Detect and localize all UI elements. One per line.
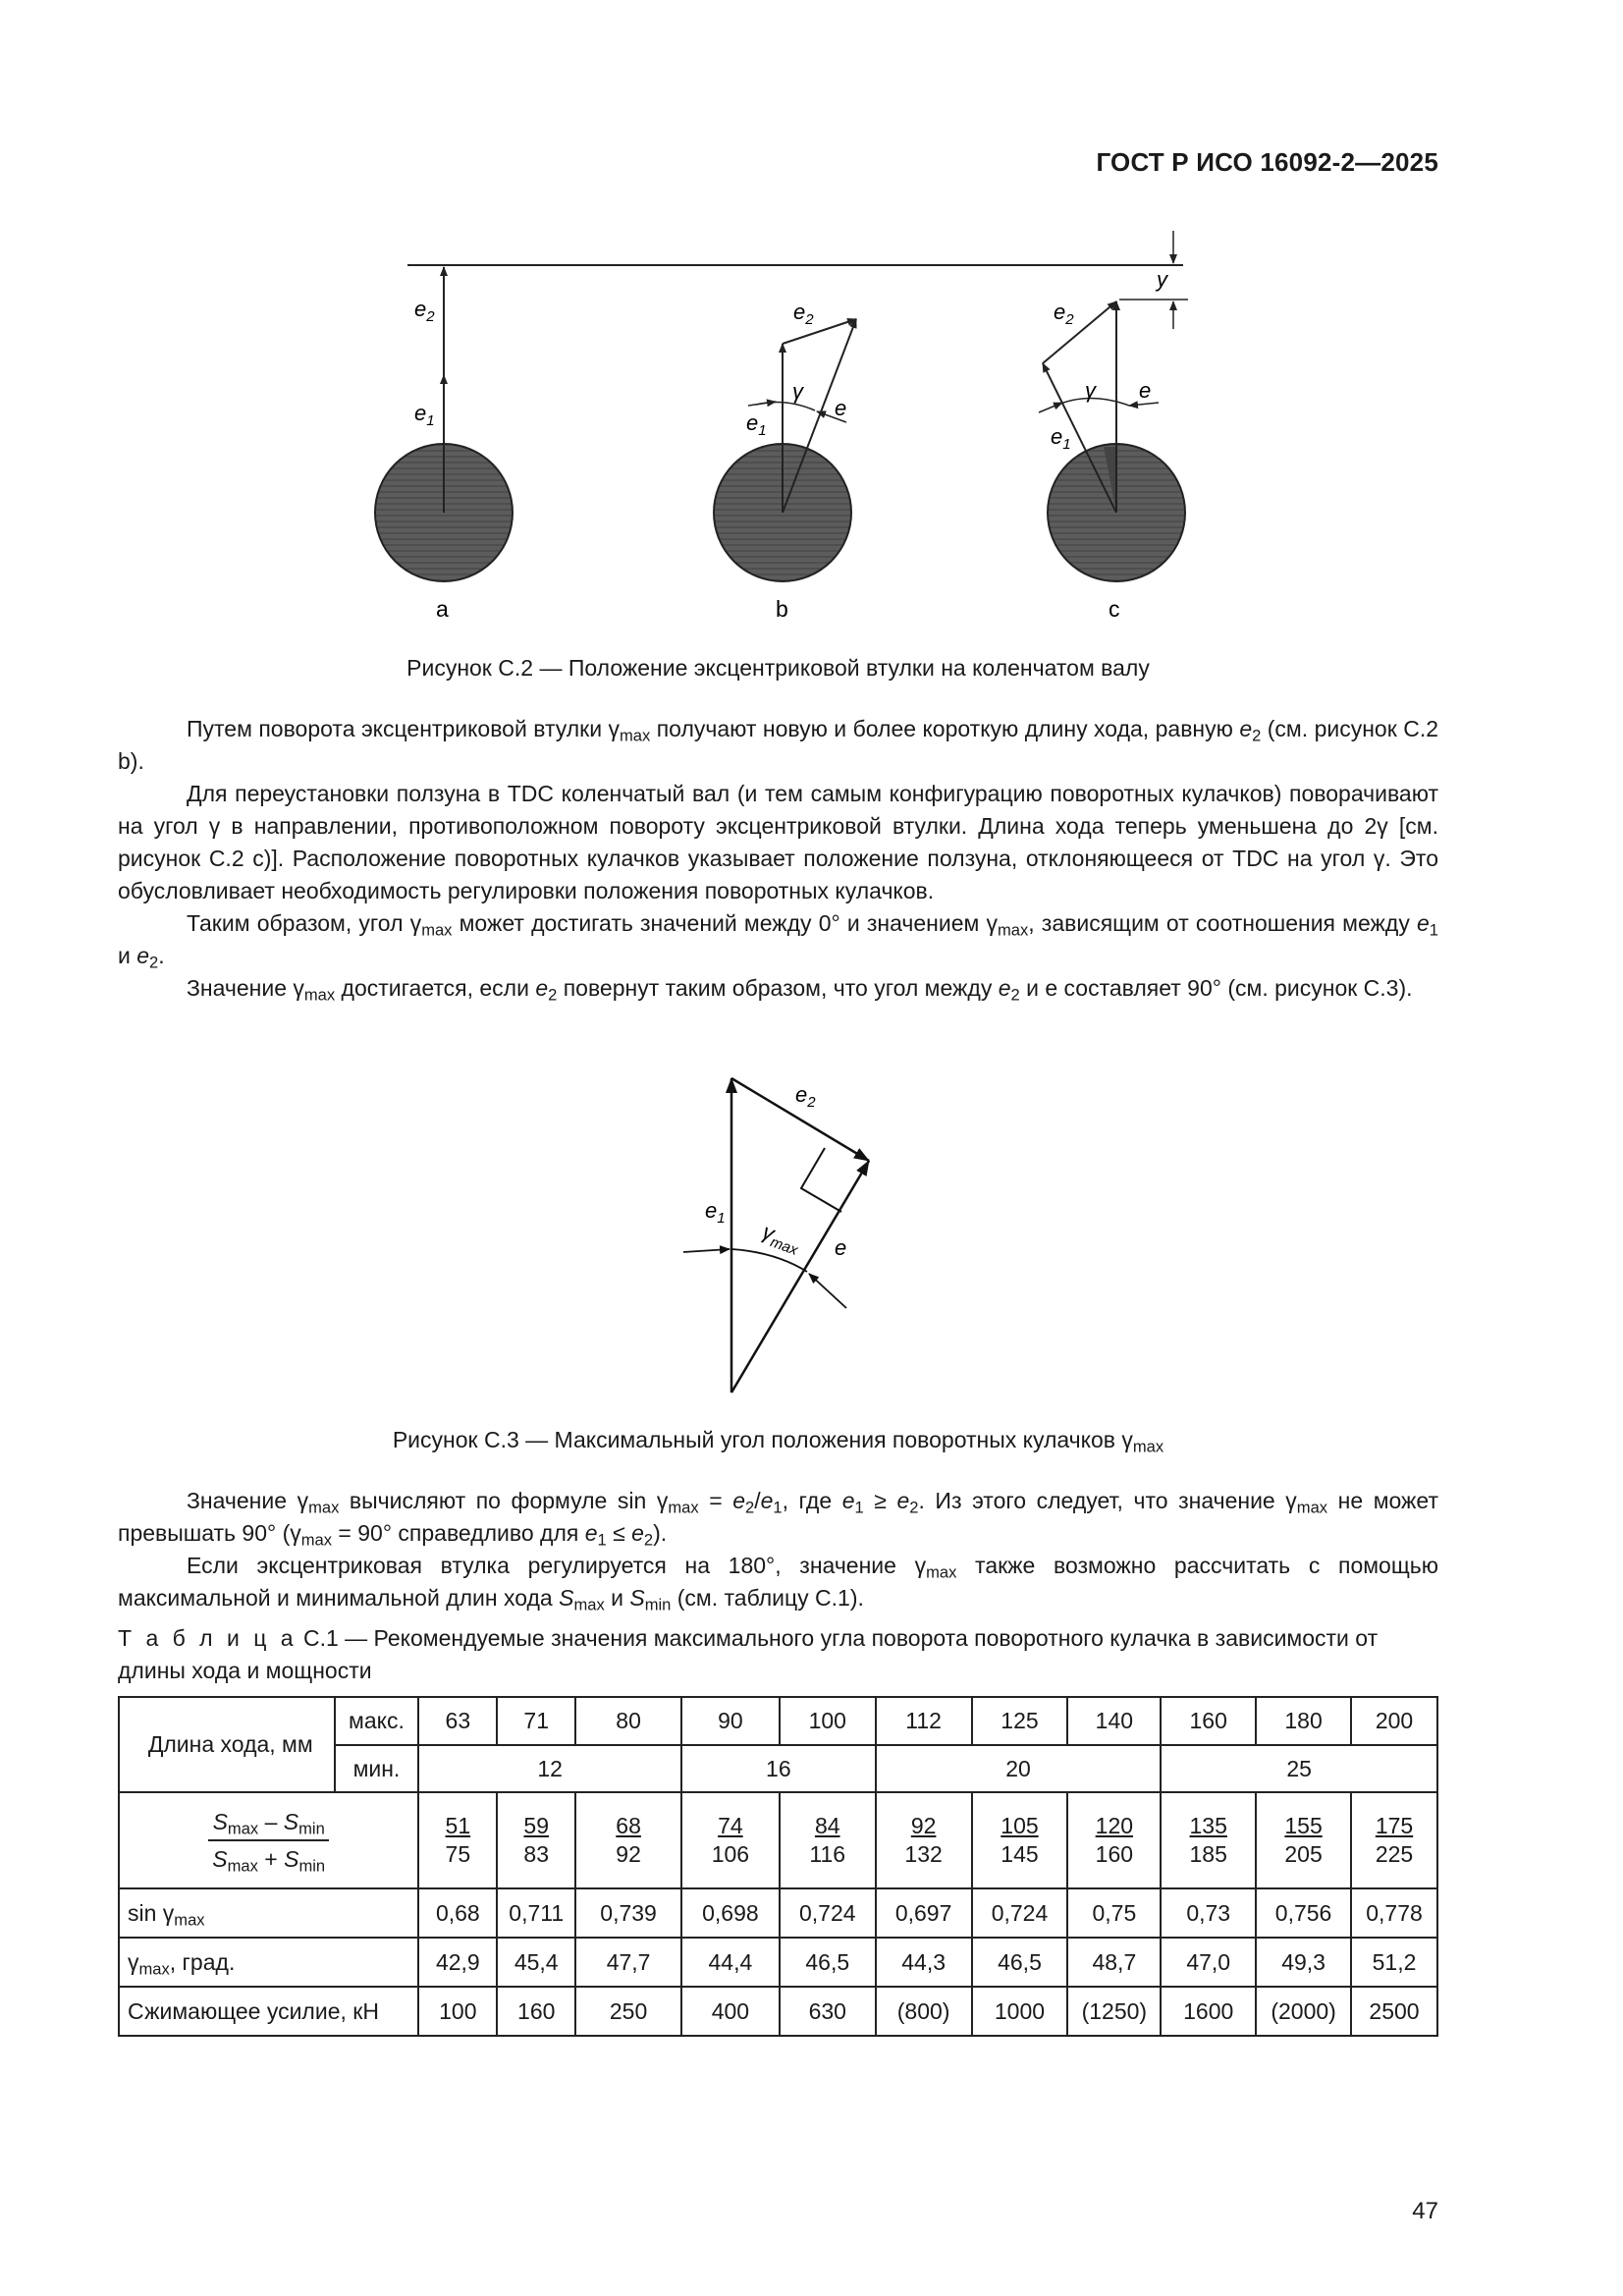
e2-label-c: $e_2$ <box>1054 300 1074 328</box>
table-cell: $\frac{105}{145}$ <box>972 1792 1068 1888</box>
table-cell: 90 <box>681 1697 780 1745</box>
table-cell: $\frac{84}{116}$ <box>780 1792 876 1888</box>
panel-label-c: c <box>1109 596 1120 622</box>
e-label-c: e <box>1139 378 1152 403</box>
table-cell: 47,7 <box>575 1938 681 1987</box>
e-label-c3: e <box>835 1235 847 1260</box>
table-cell: 1000 <box>972 1987 1068 2036</box>
gamma-max-label: $\gamma_{max}$, град. <box>119 1938 418 1987</box>
table-cell: 45,4 <box>497 1938 575 1987</box>
gamma-max-label-c3 <box>758 1219 804 1259</box>
figure-c3-caption: Рисунок C.3 — Максимальный угол положения поворотных кулачков $\gamma_{max}$ <box>392 1427 1164 1456</box>
table-cell: 44,4 <box>681 1938 780 1987</box>
table-cell: 51,2 <box>1351 1938 1437 1987</box>
stroke-length-label: Длина хода, мм <box>119 1697 335 1792</box>
table-cell: 47,0 <box>1161 1938 1256 1987</box>
table-cell: (2000) <box>1256 1987 1351 2036</box>
table-cell: 16 <box>681 1745 876 1792</box>
svg-text:γmax: $\gamma_{max}$ <box>759 1219 800 1259</box>
panel-label-b: b <box>776 596 788 622</box>
e1-label-c: $e_1$ <box>1051 424 1071 453</box>
table-cell: 20 <box>876 1745 1162 1792</box>
table-cell: 42,9 <box>418 1938 497 1987</box>
table-cell: 0,756 <box>1256 1888 1351 1938</box>
right-angle-marker <box>801 1148 841 1212</box>
table-cell: 71 <box>497 1697 575 1745</box>
table-cell: 160 <box>497 1987 575 2036</box>
e1-label-b: $e_1$ <box>746 410 767 439</box>
table-cell: 0,68 <box>418 1888 497 1938</box>
table-cell: 100 <box>780 1697 876 1745</box>
paragraph-5: Значение $\gamma_{max}$ вычисляют по формуле $\sin \gamma_{max} = e_2/e_1$, где $e_1 \ge e_2$. Из этого следует, что значение $\gamma_{max}$ не может превышать 90° ($\gamma_{max} = 90^\circ$ справедливо для $e_1 \le e_2$). <box>118 1488 1438 1550</box>
table-cell: 140 <box>1067 1697 1161 1745</box>
sin-gamma-label: $\sin \gamma_{max}$ <box>119 1888 418 1938</box>
table-row-max <box>119 1697 1437 1745</box>
e-label-b: e <box>835 396 847 420</box>
table-cell: 250 <box>575 1987 681 2036</box>
table-cell: 200 <box>1351 1697 1437 1745</box>
paragraph-4: Значение $\gamma_{max}$ достигается, если $e_2$ повернут таким образом, что угол между $e_2$ и е составляет 90° (см. рисунок C.3). <box>187 975 1413 1005</box>
table-cell: 63 <box>418 1697 497 1745</box>
panel-label-a: a <box>436 596 449 622</box>
y-label: y <box>1157 267 1167 292</box>
table-cell: 180 <box>1256 1697 1351 1745</box>
table-cell: 46,5 <box>780 1938 876 1987</box>
figure-c2 <box>0 0 1623 707</box>
table-cell: $\frac{59}{83}$ <box>497 1792 575 1888</box>
table-cell: 46,5 <box>972 1938 1068 1987</box>
table-title: Т а б л и ц а C.1 — Рекомендуемые значения максимального угла поворота поворотного кулачка в зависимости от длины хода и мощности <box>118 1625 1379 1683</box>
table-cell: 12 <box>418 1745 681 1792</box>
table-cell: 0,711 <box>497 1888 575 1938</box>
table-cell: $\frac{175}{225}$ <box>1351 1792 1437 1888</box>
table-cell: 44,3 <box>876 1938 972 1987</box>
table-cell: 0,778 <box>1351 1888 1437 1938</box>
compressive-force-label: Сжимающее усилие, кН <box>119 1987 418 2036</box>
table-cell: 49,3 <box>1256 1938 1351 1987</box>
table-cell: $\frac{135}{185}$ <box>1161 1792 1256 1888</box>
paragraph-6: Если эксцентриковая втулка регулируется на 180°, значение $\gamma_{max}$ также возможно рассчитать с помощью максимальной и минимальной длин хода $S_{max}$ и $S_{min}$ (см. таблицу C.1). <box>118 1553 1438 1614</box>
document-header: ГОСТ Р ИСО 16092-2—2025 <box>1096 147 1438 177</box>
table-cell: $\frac{155}{205}$ <box>1256 1792 1351 1888</box>
table-cell: 400 <box>681 1987 780 2036</box>
table-cell: 0,73 <box>1161 1888 1256 1938</box>
paragraph-2: Для переустановки ползуна в TDC коленчатый вал (и тем самым конфигурацию поворотных кулачков) поворачивают на угол γ в направлении, противоположном повороту эксцентриковой втулки. Длина хода теперь уменьшена до 2γ [см. рисунок C.2 c)]. Расположение поворотных кулачков указывает положение ползуна, отклоняющееся от TDC на угол γ. Это обусловливает необходимость регулировки положения поворотных кулачков. <box>118 781 1438 903</box>
figure-c3 <box>0 1051 1623 1404</box>
table-cell: 1600 <box>1161 1987 1256 2036</box>
table-cell: 0,698 <box>681 1888 780 1938</box>
table-cell: 100 <box>418 1987 497 2036</box>
table-cell: 0,724 <box>972 1888 1068 1938</box>
ratio-label: $\frac{S_{max} - S_{min}}{S_{max} + S_{min}}$ <box>119 1792 418 1888</box>
table-cell: (800) <box>876 1987 972 2036</box>
table-cell: 0,75 <box>1067 1888 1161 1938</box>
table-cell: 2500 <box>1351 1987 1437 2036</box>
table-cell: 125 <box>972 1697 1068 1745</box>
e2-label-c3: $e_2$ <box>795 1082 816 1111</box>
table-cell: 80 <box>575 1697 681 1745</box>
figure-c2-caption: Рисунок C.2 — Положение эксцентриковой втулки на коленчатом валу <box>406 655 1150 681</box>
table-cell: 112 <box>876 1697 972 1745</box>
table-cell: 25 <box>1161 1745 1437 1792</box>
vector-e-c3 <box>731 1161 869 1393</box>
e2-label-b: $e_2$ <box>793 300 814 328</box>
table-cell: 0,697 <box>876 1888 972 1938</box>
table-cell: 48,7 <box>1067 1938 1161 1987</box>
table-cell: $\frac{68}{92}$ <box>575 1792 681 1888</box>
gamma-label-b: γ <box>792 379 803 404</box>
table-cell: $\frac{74}{106}$ <box>681 1792 780 1888</box>
paragraph-3: Таким образом, угол $\gamma_{max}$ может достигать значений между 0° и значением $\gamma_{max}$, зависящим от соотношения между $e_1$ и $e_2$. <box>118 910 1438 972</box>
table-cell: (1250) <box>1067 1987 1161 2036</box>
table-cell: $\frac{51}{75}$ <box>418 1792 497 1888</box>
table-c1 <box>118 1696 1438 2037</box>
table-cell: 160 <box>1161 1697 1256 1745</box>
e1-label-c3: $e_1$ <box>705 1198 726 1227</box>
e1-label-a: $e_1$ <box>414 401 435 429</box>
max-label: макс. <box>335 1697 419 1745</box>
e2-label-a: $e_2$ <box>414 297 435 325</box>
table-row-force <box>119 1987 1437 2036</box>
table-row-gamma <box>119 1938 1437 1987</box>
table-row-sin <box>119 1888 1437 1938</box>
table-cell: 630 <box>780 1987 876 2036</box>
page-number: 47 <box>1412 2198 1438 2224</box>
paragraph-1: Путем поворота эксцентриковой втулки $\gamma_{max}$ получают новую и более короткую длину хода, равную $e_2$ (см. рисунок C.2 b). <box>118 716 1439 774</box>
min-label: мин. <box>335 1745 419 1792</box>
table-cell: $\frac{92}{132}$ <box>876 1792 972 1888</box>
table-cell: 0,739 <box>575 1888 681 1938</box>
table-cell: 0,724 <box>780 1888 876 1938</box>
table-cell: $\frac{120}{160}$ <box>1067 1792 1161 1888</box>
table-row-ratio <box>119 1792 1437 1888</box>
gamma-label-c: γ <box>1085 378 1096 403</box>
